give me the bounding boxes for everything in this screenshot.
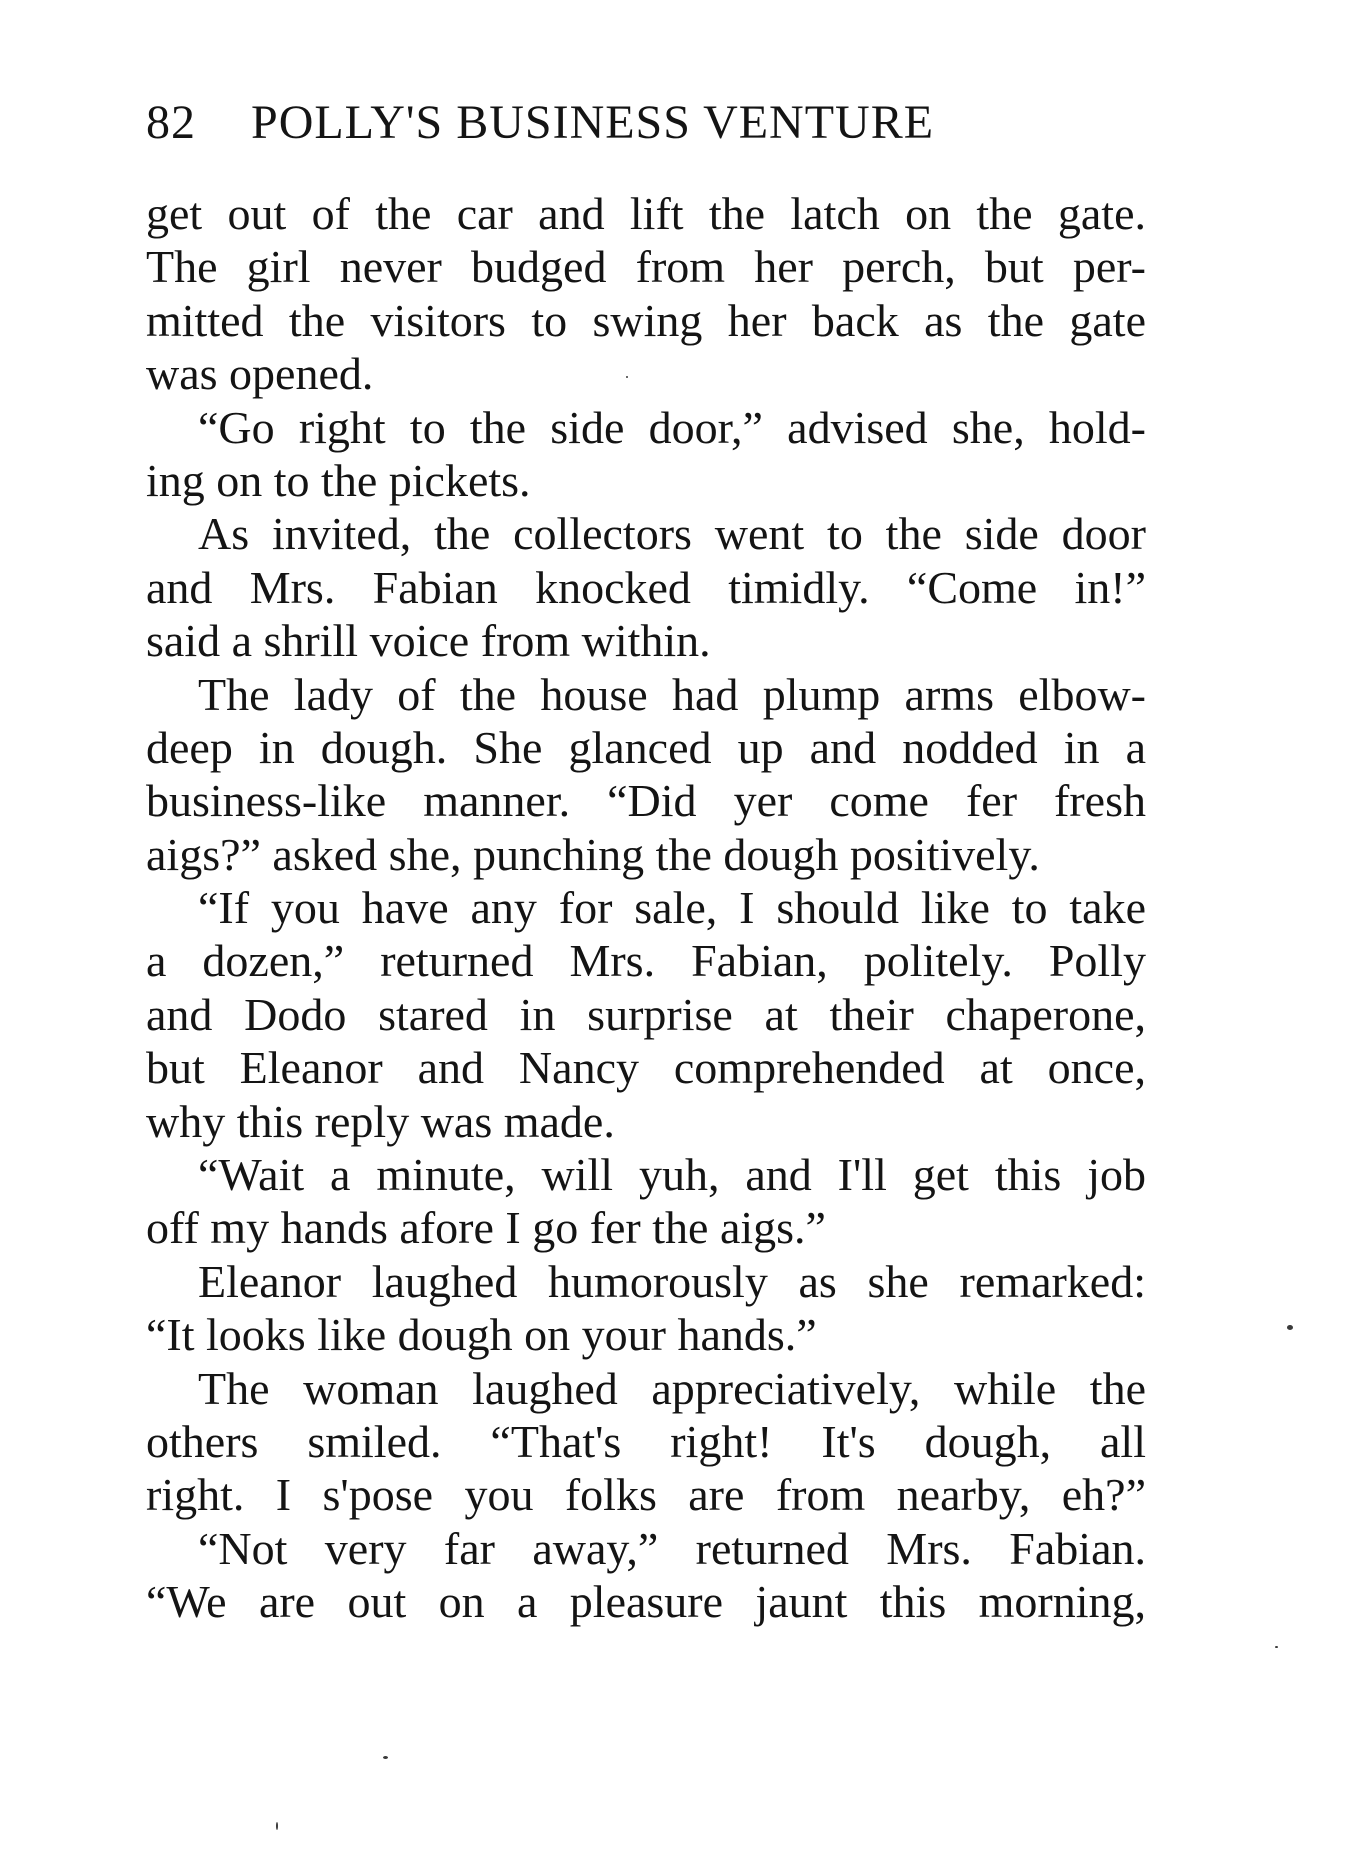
text-line: The girl never budged from her perch, but per-: [146, 241, 1146, 293]
text-line: As invited, the collectors went to the side door: [198, 508, 1146, 560]
text-line: and Mrs. Fabian knocked timidly. “Come in!”: [146, 561, 1146, 613]
text-line: “Go right to the side door,” advised she, hold-: [198, 401, 1146, 453]
text-line: “If you have any for sale, I should like to take: [198, 882, 1146, 934]
text-line: “It looks like dough on your hands.”: [146, 1309, 817, 1361]
text-line: why this reply was made.: [146, 1095, 615, 1147]
scan-speck: [276, 1822, 278, 1830]
text-line: mitted the visitors to swing her back as the gate: [146, 294, 1146, 346]
page-number: 82: [146, 96, 196, 149]
text-line: deep in dough. She glanced up and nodded in a: [146, 721, 1146, 773]
text-line: Eleanor laughed humorously as she remarked:: [198, 1255, 1146, 1307]
scan-speck: [1287, 1325, 1293, 1330]
text-line: right. I s'pose you folks are from nearby, eh?”: [146, 1469, 1146, 1521]
text-line: The lady of the house had plump arms elbow-: [198, 668, 1146, 720]
text-line: off my hands afore I go fer the aigs.”: [146, 1202, 826, 1254]
text-line: others smiled. “That's right! It's dough, all: [146, 1415, 1146, 1467]
text-line: said a shrill voice from within.: [146, 615, 711, 667]
scan-speck: [626, 376, 628, 378]
text-line: aigs?” asked she, punching the dough positively.: [146, 828, 1040, 880]
text-line: “Wait a minute, will yuh, and I'll get this job: [198, 1149, 1146, 1201]
text-line: was opened.: [146, 348, 374, 400]
text-line: and Dodo stared in surprise at their chaperone,: [146, 988, 1146, 1040]
running-title: POLLY'S BUSINESS VENTURE: [251, 96, 935, 149]
text-line: a dozen,” returned Mrs. Fabian, politely. Polly: [146, 935, 1146, 987]
text-line: “Not very far away,” returned Mrs. Fabian.: [198, 1522, 1146, 1574]
text-line: ing on to the pickets.: [146, 454, 531, 506]
page-header: [146, 88, 1146, 158]
text-line: business-like manner. “Did yer come fer fresh: [146, 775, 1146, 827]
text-line: “We are out on a pleasure jaunt this morning,: [146, 1576, 1146, 1628]
text-line: but Eleanor and Nancy comprehended at once,: [146, 1042, 1146, 1094]
text-line: get out of the car and lift the latch on the gate.: [146, 188, 1146, 239]
body-text: [146, 187, 1146, 1629]
text-line: The woman laughed appreciatively, while the: [198, 1362, 1146, 1414]
scan-speck: [383, 1756, 388, 1759]
scan-speck: [1275, 1646, 1278, 1648]
